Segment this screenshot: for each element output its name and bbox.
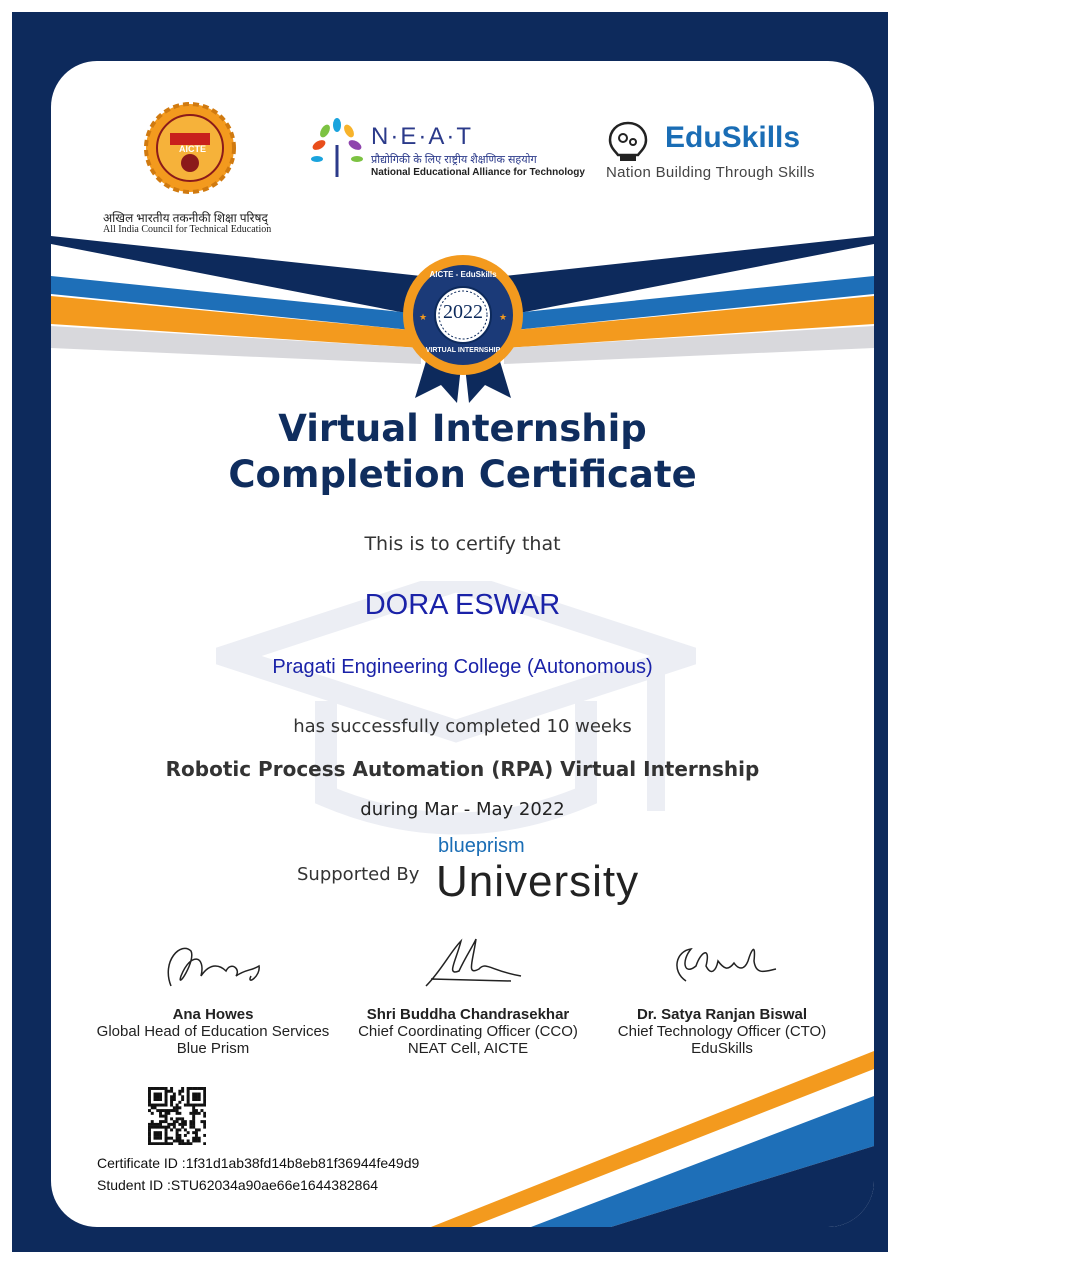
signature-ana-howes — [151, 931, 281, 1001]
signatory-1-role: Global Head of Education Services — [96, 1023, 330, 1040]
student-id: Student ID :STU62034a90ae66e1644382864 — [97, 1177, 379, 1193]
university-wordmark: University — [436, 857, 640, 906]
neat-english-name: National Educational Alliance for Technology — [371, 167, 585, 178]
certificate-frame — [12, 12, 888, 1252]
seal-bottom-text: VIRTUAL INTERNSHIP — [425, 347, 501, 354]
svg-text:★: ★ — [419, 313, 428, 323]
signatory-2-role: Chief Coordinating Officer (CCO) — [358, 1023, 578, 1040]
certificate-id: Certificate ID :1f31d1ab38fd14b8eb81f36944fe49d9 — [97, 1155, 420, 1171]
signatory-2-name: Shri Buddha Chandrasekhar — [366, 1006, 570, 1023]
supported-by-label: Supported By — [297, 864, 420, 885]
student-name: DORA ESWAR — [364, 589, 561, 621]
corner-stripes — [411, 1051, 874, 1227]
signatory-3-role: Chief Technology Officer (CTO) — [617, 1023, 827, 1040]
certificate-title — [51, 406, 874, 498]
title-line-2: Completion Certificate — [228, 453, 697, 496]
eduskills-tagline: Nation Building Through Skills — [606, 164, 815, 181]
seal-top-text: AICTE - EduSkills — [429, 270, 497, 279]
internship-period: during Mar - May 2022 — [360, 799, 565, 820]
college-name: Pragati Engineering College (Autonomous) — [272, 656, 653, 678]
signature-satya-biswal — [656, 931, 786, 1001]
signatory-3-name: Dr. Satya Ranjan Biswal — [636, 1006, 808, 1023]
seal-year: 2022 — [443, 301, 483, 323]
program-name: Robotic Process Automation (RPA) Virtual Internship — [165, 757, 760, 781]
eduskills-bulb-icon — [606, 119, 650, 163]
neat-title: N·E·A·T — [371, 123, 473, 150]
signatory-1-org: Blue Prism — [176, 1040, 250, 1057]
aicte-english-name: All India Council for Technical Education — [103, 224, 272, 235]
eduskills-title: EduSkills — [665, 121, 801, 154]
signatory-2-org: NEAT Cell, AICTE — [407, 1040, 529, 1057]
signature-buddha-chandrasekhar — [411, 931, 531, 1001]
signatory-1 — [83, 1006, 343, 1057]
signatory-3 — [592, 1006, 852, 1057]
title-line-1: Virtual Internship — [278, 407, 647, 450]
completion-text: has successfully completed 10 weeks — [293, 716, 632, 737]
blueprism-wordmark: blueprism — [438, 835, 525, 857]
neat-tree-icon — [307, 117, 367, 181]
signatory-3-org: EduSkills — [691, 1040, 753, 1057]
aicte-badge-text: AICTE — [179, 144, 206, 154]
signatory-1-name: Ana Howes — [172, 1006, 254, 1023]
signatory-2 — [338, 1006, 598, 1057]
qr-code — [148, 1087, 206, 1145]
aicte-hindi-name: अखिल भारतीय तकनीकी शिक्षा परिषद् — [103, 211, 268, 225]
certify-text: This is to certify that — [364, 533, 561, 555]
neat-hindi-name: प्रौद्योगिकी के लिए राष्ट्रीय शैक्षणिक सहयोग — [371, 154, 537, 166]
svg-text:★: ★ — [499, 313, 508, 323]
certificate-card — [51, 61, 874, 1227]
